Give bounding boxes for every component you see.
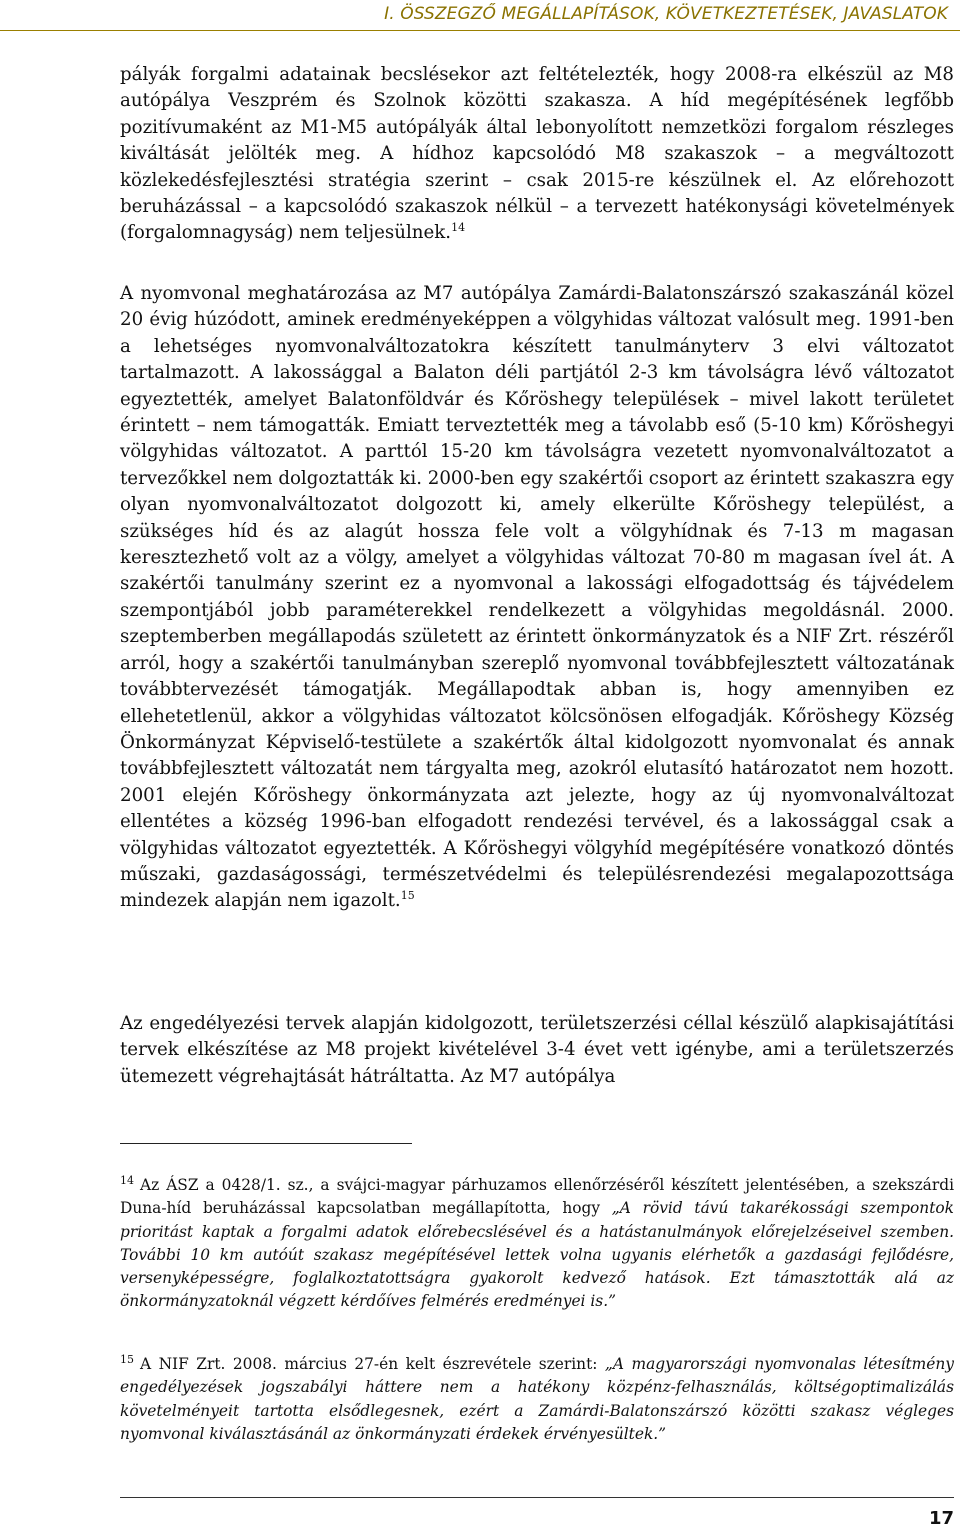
paragraph-2-text: A nyomvonal meghatározása az M7 autópálya Zamárdi-Balatonszárszó szakaszánál közel 20 évig húzódott, aminek eredményeképpen a völgyhidas változat valósult meg. 1991-ben a lehetséges nyomvonalváltozatokra készített tanulmányterv 3 elvi változatot tartalmazott. A lakossággal a Balaton déli partjától 2-3 km távolságra lévő változatot egyeztették, amelyet Balatonföldvár és Kőröshegy települések – mivel lakott területet érintett – nem támogatták. Emiatt terveztették meg a távolabb eső (5-10 km) Kőröshegyi völgyhidas változatot. A parttól 15-20 km távolságra vezetett nyomvonalváltozatot a tervezőkkel nem dolgoztatták ki. 2000-ben egy szakértői csoport az érintett szakaszra egy olyan nyomvonalváltozatot dolgozott ki, amely elkerülte Kőröshegy települést, a szükséges híd és az alagút hossza fele volt a völgyhídnak és 7-13 m magasan keresztezhető volt az a völgy, amelyet a völgyhidas változat 70-80 m magasan ível át. A szakértői tanulmány szerint ez a nyomvonal a lakossági elfogadottság és tájvédelem szempontjából jobb paraméterekkel rendelkezett a völgyhidas megoldásnál. 2000. szeptemberben megállapodás született az érintett önkormányzatok és a NIF Zrt. részéről arról, hogy a szakértői tanulmányban szereplő nyomvonal továbbfejlesztett változatának továbbtervezését támogatják. Megállapodtak abban is, hogy amennyiben ez ellehetetlenül, akkor a völgyhidas változatot kölcsönösen elfogadják. Kőröshegy Község Önkormányzat Képviselő-testülete a szakértők által kidolgozott nyomvonalat és annak továbbfejlesztett változatát nem tárgyalta meg, azokról elutasító határozatot nem hozott. 2001 elején Kőröshegy önkormányzata azt jelezte, hogy az új nyomvonalváltozat ellentétes a község 1996-ban elfogadott rendezési tervével, és a lakossággal csak a völgyhidas változatot egyeztették. A Kőröshegyi völgyhíd megépítésére vonatkozó döntés műszaki, gazdaságossági, természetvédelmi és településrendezési megalapozottsága mindezek alapján nem igazolt.	[120, 283, 954, 912]
body-paragraph-3	[120, 1011, 954, 1090]
footnote-ref-15[interactable]: 15	[400, 889, 415, 903]
body-paragraph-2	[120, 281, 954, 915]
footer-rule	[120, 1497, 954, 1498]
footnote-14-quote: „A rövid távú takarékossági szempontok prioritást kaptak a forgalmi adatok előrebecslésével és a hatástanulmányok előrejelzéseivel szemben. További 10 km autóút szakasz megépítésével lettek volna ugyanis elérhetők a gazdasági fejlődésre, versenyképességre, foglalkoztatottságra gyakorolt kedvező hatások. Ezt támasztották alá az önkormányzatoknál végzett kérdőíves felmérés eredményei is.”	[120, 1199, 954, 1311]
footnote-14-text: Az ÁSZ a 0428/1. sz., a svájci-magyar párhuzamos ellenőrzéséről készített jelentésében, a szekszárdi Duna-híd beruházással kapcsolatban megállapította, hogy	[120, 1176, 954, 1218]
page-number: 17	[928, 1508, 954, 1529]
footnote-14	[120, 1174, 954, 1314]
footnote-15-number: 15	[120, 1352, 134, 1366]
footnote-14-number: 14	[120, 1173, 134, 1187]
footnote-separator	[120, 1143, 412, 1144]
paragraph-3-text: Az engedélyezési tervek alapján kidolgozott, területszerzési céllal készülő alapkisajátítási tervek elkészítése az M8 projekt kivételével 3-4 évet vett igénybe, ami a területszerzés ütemezett végrehajtását hátráltatta. Az M7 autópálya	[120, 1013, 954, 1087]
body-paragraph-1	[120, 62, 954, 247]
footnote-ref-14[interactable]: 14	[451, 221, 466, 235]
footnote-15	[120, 1353, 954, 1446]
running-header	[0, 0, 960, 31]
footnote-15-text: A NIF Zrt. 2008. március 27-én kelt észrevétele szerint:	[140, 1355, 598, 1373]
paragraph-1-text: pályák forgalmi adatainak becslésekor azt feltételezték, hogy 2008-ra elkészül az M8 autópálya Veszprém és Szolnok közötti szakasza. A híd megépítésének legfőbb pozitívumaként az M1-M5 autópályák által lebonyolított nemzetközi forgalom részleges kiváltását jelölték meg. A hídhoz kapcsolódó M8 szakaszok – a megváltozott közlekedésfejlesztési stratégia szerint – csak 2015-re készülnek el. Az előrehozott beruházással – a kapcsolódó szakaszok nélkül – a tervezett hatékonysági követelmények (forgalomnagyság) nem teljesülnek.	[120, 64, 954, 244]
footnote-15-quote: „A magyarországi nyomvonalas létesítmény engedélyezések jogszabályi háttere nem a hatékony közpénz-felhasználás, költségoptimalizálás követelményeit tartotta elsődlegesnek, ezért a Zamárdi-Balatonszárszó közötti szakasz végleges nyomvonal kiválasztásánál az önkormányzati érdekek érvényesültek.”	[120, 1355, 954, 1443]
header-title: I. ÖSSZEGZŐ MEGÁLLAPÍTÁSOK, KÖVETKEZTETÉSEK, JAVASLATOK	[384, 4, 948, 24]
